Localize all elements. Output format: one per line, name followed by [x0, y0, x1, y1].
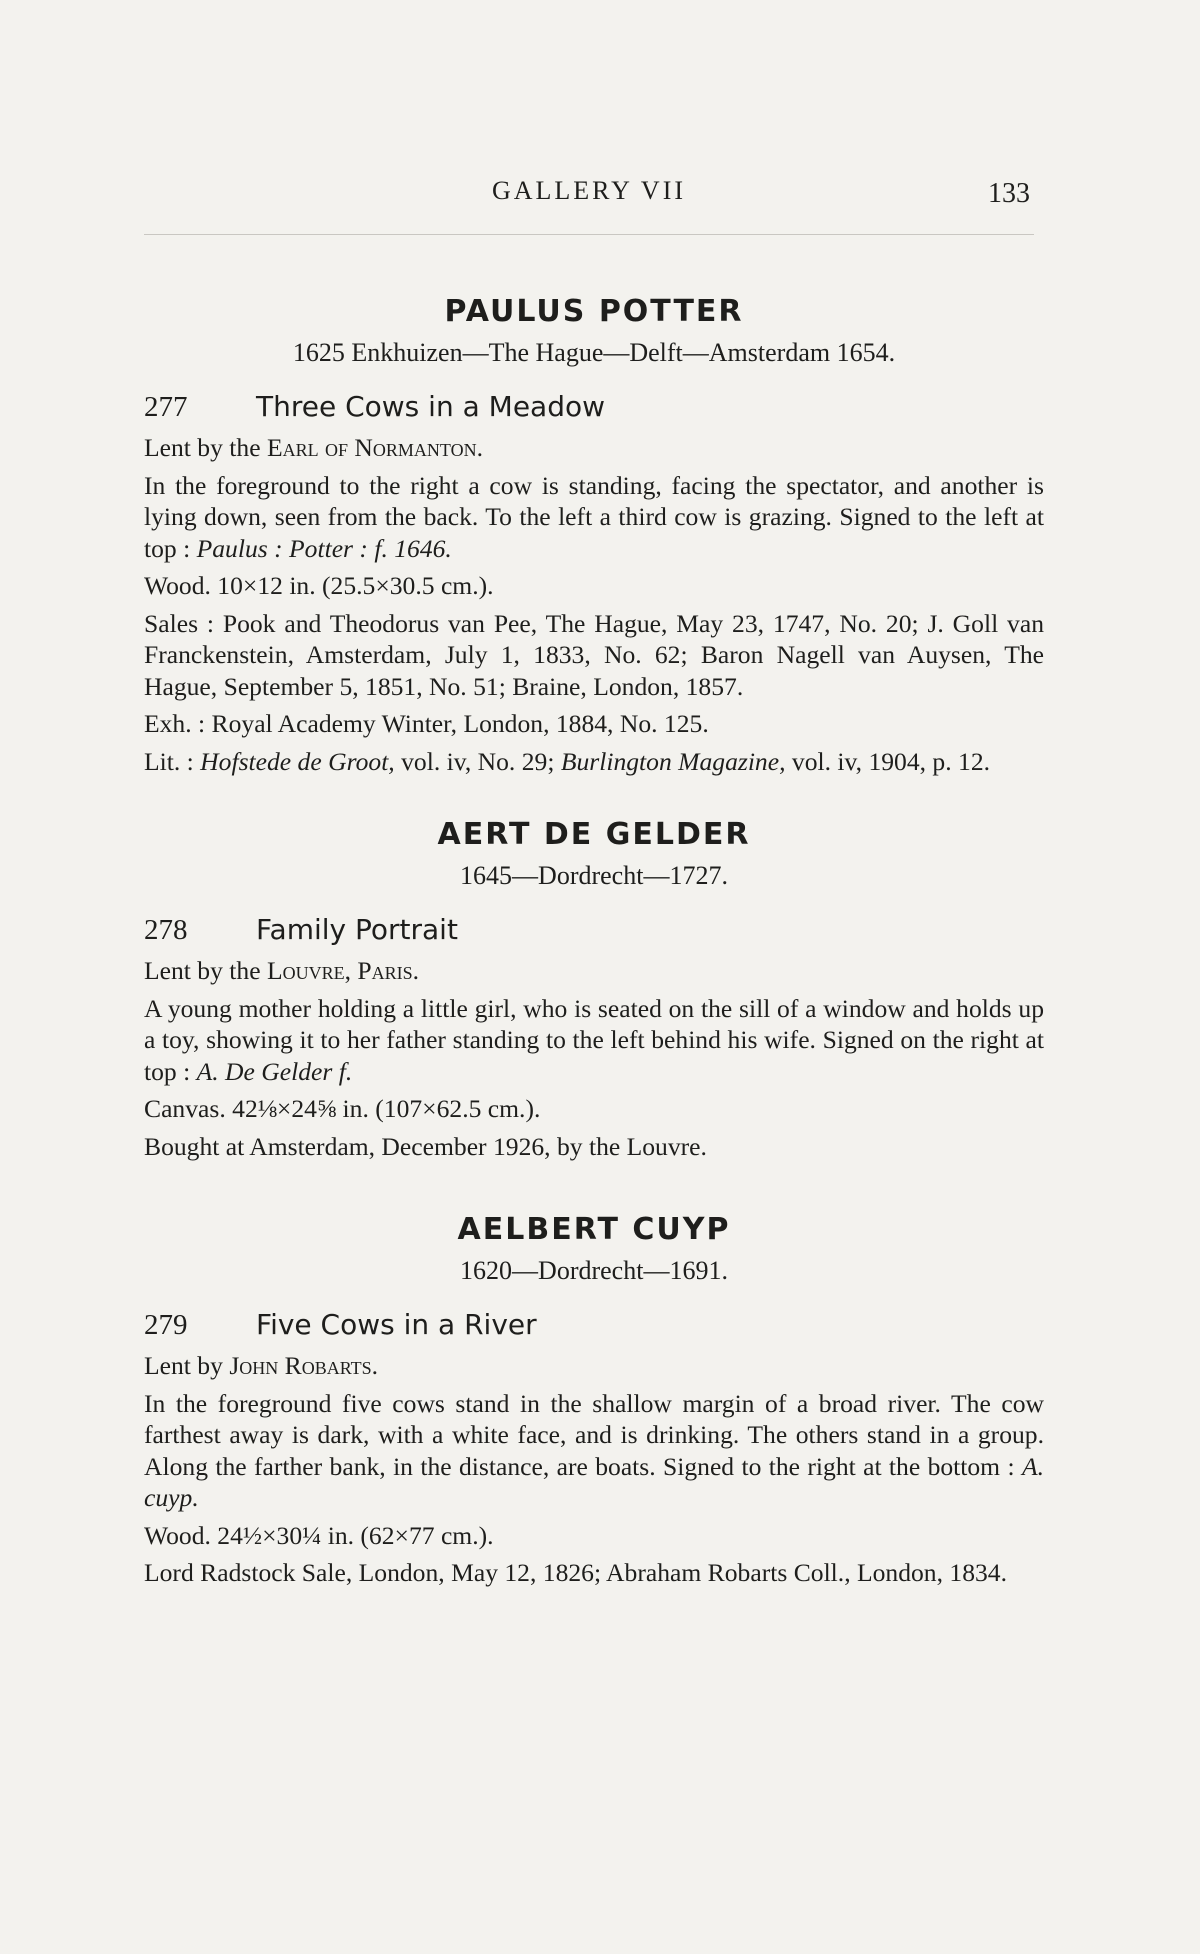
entry-heading [144, 911, 1044, 949]
provenance-line: Lord Radstock Sale, London, May 12, 1826; Abraham Robarts Coll., London, 1834. [144, 1558, 1007, 1587]
description-text: In the foreground five cows stand in the shallow margin of a broad river. The cow farthest away is dark, with a white face, and is drinking. The others stand in a group. Along the farther bank, in the distance, are boats. Signed to the right at the bottom : [144, 1388, 1044, 1481]
lit-volume: vol. iv, No. 29; [401, 746, 555, 776]
provenance-line: Bought at Amsterdam, December 1926, by the Louvre. [144, 1131, 707, 1161]
page-number: 133 [988, 178, 1030, 209]
lit-author: Hofstede de Groot, [200, 746, 395, 776]
header-rule [144, 234, 1034, 235]
entry-description [144, 1388, 1044, 1514]
entry-title: Family Portrait [256, 913, 458, 946]
entry-description [144, 470, 1044, 565]
running-title: GALLERY VII [491, 176, 687, 205]
signature-text: A. De Gelder f. [196, 1056, 353, 1086]
entry-number: 278 [144, 914, 188, 946]
page-header [144, 176, 1034, 216]
lender-name: Earl of Normanton. [266, 433, 483, 462]
artist-section-cuyp [144, 1210, 1044, 1589]
signature-text: Paulus : Potter : f. 1646. [196, 533, 452, 563]
medium-line: Wood. 24½×30¼ in. (62×77 cm.). [144, 1520, 494, 1550]
lent-prefix: Lent by [144, 1351, 223, 1380]
lender-name: John Robarts. [229, 1351, 379, 1380]
description-text: In the foreground to the right a cow is standing, facing the spectator, and another is lying down, seen from the back. To the left a third cow is grazing. Signed to the left at top : [144, 470, 1044, 563]
lent-prefix: Lent by the [144, 956, 261, 985]
lender-line [144, 432, 1044, 464]
medium-line: Wood. 10×12 in. (25.5×30.5 cm.). [144, 571, 494, 600]
lit-prefix: Lit. : [144, 746, 194, 776]
lender-name: Louvre, Paris. [266, 956, 420, 985]
literature-line [144, 746, 1044, 778]
artist-name: PAULUS POTTER [444, 294, 744, 329]
entry-title: Three Cows in a Meadow [256, 390, 606, 423]
lit-journal: Burlington Magazine, [560, 746, 786, 776]
exhibition-line: Exh. : Royal Academy Winter, London, 1884, No. 125. [144, 709, 709, 738]
description-text: A young mother holding a little girl, who is seated on the sill of a window and holds up a toy, showing it to her father standing to the left behind his wife. Signed on the right at top : [144, 993, 1044, 1086]
entry-number: 277 [144, 391, 188, 423]
lender-line [144, 1350, 1044, 1382]
artist-lifespan: 1625 Enkhuizen—The Hague—Delft—Amsterdam 1654. [292, 338, 896, 367]
entry-description [144, 993, 1044, 1088]
entry-title: Five Cows in a River [256, 1308, 537, 1341]
page-content [144, 292, 1044, 1589]
sales-line: Sales : Pook and Theodorus van Pee, The Hague, May 23, 1747, No. 20; J. Goll van Franckenstein, Amsterdam, July 1, 1833, No. 62; Baron Nagell van Auysen, The Hague, September 5, 1851, No. 51; Braine, London, 1857. [144, 608, 1044, 701]
artist-name: AELBERT CUYP [457, 1212, 731, 1247]
lent-prefix: Lent by the [144, 433, 261, 462]
artist-section-potter [144, 292, 1044, 777]
entry-number: 279 [144, 1309, 188, 1341]
artist-section-gelder [144, 815, 1044, 1162]
artist-lifespan: 1620—Dordrecht—1691. [460, 1256, 728, 1285]
entry-heading [144, 1306, 1044, 1344]
artist-name: AERT DE GELDER [437, 817, 751, 852]
signature-text: A. cuyp. [144, 1451, 1044, 1512]
artist-lifespan: 1645—Dordrecht—1727. [460, 861, 728, 890]
lit-journal-ref: vol. iv, 1904, p. 12. [791, 746, 991, 776]
entry-heading [144, 388, 1044, 426]
medium-line: Canvas. 42⅛×24⅝ in. (107×62.5 cm.). [144, 1094, 541, 1123]
lender-line [144, 955, 1044, 987]
